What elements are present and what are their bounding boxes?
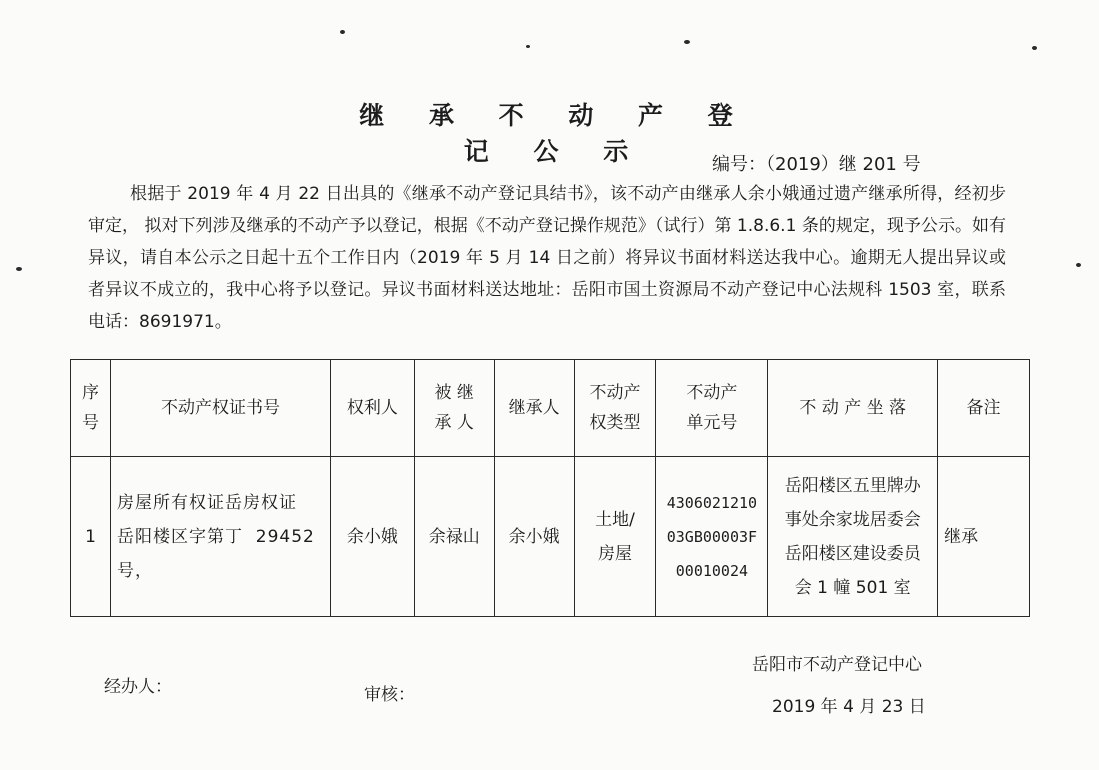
cell-deceased: 余禄山	[414, 457, 494, 617]
registration-table	[70, 359, 1030, 617]
cell-property-type: 土地/ 房屋	[574, 457, 656, 617]
cell-remark: 继承	[938, 457, 1030, 617]
document-number: 编号：（2019）继 201 号	[712, 154, 921, 175]
cell-cert-no: 房屋所有权证岳房权证 岳阳楼区字第丁 29452 号，	[110, 457, 330, 617]
table-header-row	[71, 360, 1030, 457]
cell-unit-no: 4306021210 03GB00003F 00010024	[656, 457, 768, 617]
header-unit-no: 不动产 单元号	[656, 360, 768, 457]
issuer-name: 岳阳市不动产登记中心	[752, 655, 922, 675]
cell-heir: 余小娥	[494, 457, 574, 617]
scan-speck	[16, 267, 22, 271]
header-heir: 继承人	[494, 360, 574, 457]
header-cert-no: 不动产权证书号	[110, 360, 330, 457]
scan-speck	[340, 30, 345, 34]
page-title: 继 承 不 动 产 登 记 公 示	[359, 101, 751, 166]
header-location: 不 动 产 坐 落	[768, 360, 938, 457]
scan-speck	[1076, 263, 1081, 267]
cell-seq: 1	[71, 457, 111, 617]
header-right-holder: 权利人	[330, 360, 414, 457]
header-remark: 备注	[938, 360, 1030, 457]
notice-body: 根据于 2019 年 4 月 22 日出具的《继承不动产登记具结书》，该不动产由继承人余小娥通过遗产继承所得，经初步审定， 拟对下列涉及继承的不动产予以登记，根据《不动产登记操作规范》（试行）第 1.8.6.1 条的规定，现予公示。如有异议，请自本公示之日起十五个工作日内（2019 年 5 月 14 日之前）将异议书面材料送达我中心。逾期无人提出异议或者异议不成立的，我中心将予以登记。异议书面材料送达地址：岳阳市国土资源局不动产登记中心法规科 1503 室，联系电话：8691971。	[88, 184, 1006, 332]
reviewer-label: 审核：	[364, 685, 415, 705]
cell-location: 岳阳楼区五里牌办 事处余家垅居委会 岳阳楼区建设委员 会 1 幢 501 室	[768, 457, 938, 617]
cell-right-holder: 余小娥	[330, 457, 414, 617]
scan-speck	[684, 40, 690, 44]
issue-date: 2019 年 4 月 23 日	[772, 697, 926, 717]
scan-speck	[526, 45, 530, 48]
header-property-type: 不动产 权类型	[574, 360, 656, 457]
scan-speck	[1032, 46, 1037, 50]
header-seq: 序 号	[71, 360, 111, 457]
header-deceased: 被 继 承 人	[414, 360, 494, 457]
handler-label: 经办人：	[104, 677, 172, 697]
table-row	[71, 457, 1030, 617]
